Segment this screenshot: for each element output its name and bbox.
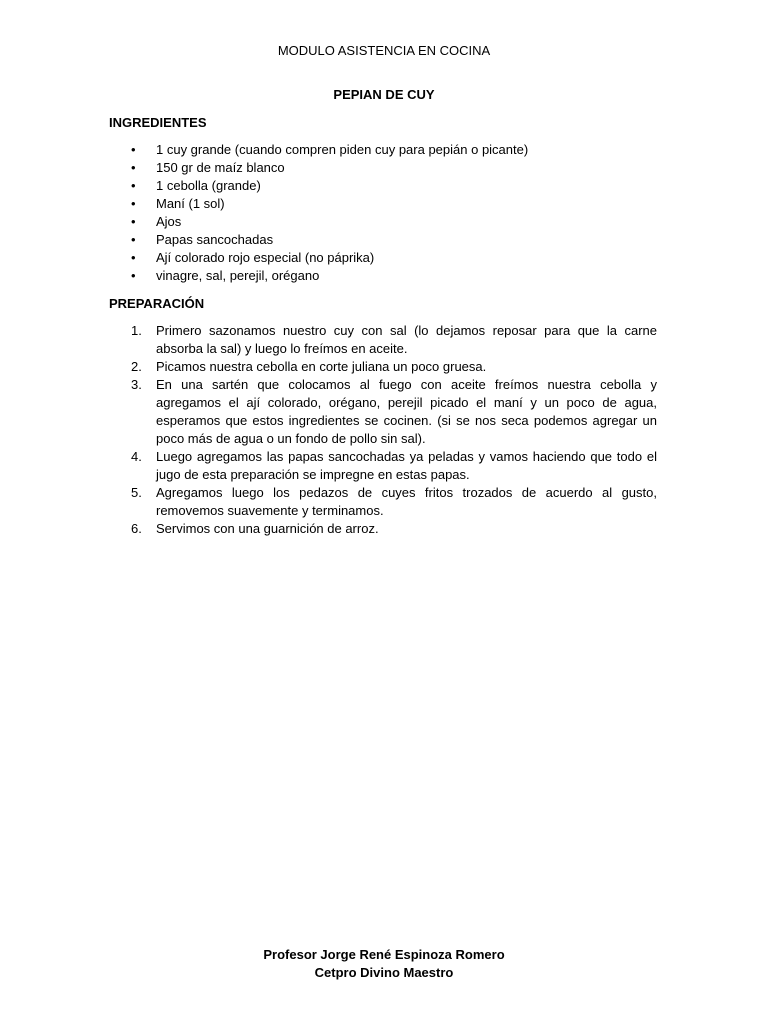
preparation-step <box>109 448 657 484</box>
footer-professor-name: Profesor Jorge René Espinoza Romero <box>263 947 505 962</box>
ingredient-item <box>109 267 669 285</box>
step-number: 3. <box>131 377 142 392</box>
bullet-icon: • <box>131 142 136 157</box>
bullet-icon: • <box>131 214 136 229</box>
bullet-icon: • <box>131 160 136 175</box>
ingredient-text: Maní (1 sol) <box>156 196 225 211</box>
step-text: En una sartén que colocamos al fuego con aceite freímos nuestra cebolla y agregamos el ají colorado, orégano, perejil picado el maní y un poco de agua, esperamos que estos ingredientes se cocinen. (si se nos seca podemos agregar un poco más de agua o un fondo de pollo sin sal). <box>156 377 657 446</box>
step-number: 4. <box>131 449 142 464</box>
ingredient-item <box>109 231 669 249</box>
preparation-step <box>109 376 657 448</box>
bullet-icon: • <box>131 196 136 211</box>
ingredient-item <box>109 177 669 195</box>
step-text: Luego agregamos las papas sancochadas ya peladas y vamos haciendo que todo el jugo de esta preparación se impregne en estas papas. <box>156 449 657 482</box>
ingredient-text: Papas sancochadas <box>156 232 274 247</box>
bullet-icon: • <box>131 268 136 283</box>
step-text: Picamos nuestra cebolla en corte juliana un poco gruesa. <box>156 359 487 374</box>
bullet-icon: • <box>131 232 136 247</box>
preparation-steps-list <box>109 322 657 538</box>
step-number: 5. <box>131 485 142 500</box>
ingredient-text: 1 cuy grande (cuando compren piden cuy para pepián o picante) <box>156 142 529 157</box>
ingredient-item <box>109 213 669 231</box>
footer-institution: Cetpro Divino Maestro <box>314 965 454 980</box>
ingredients-list <box>109 141 669 285</box>
ingredient-item <box>109 141 669 159</box>
step-number: 2. <box>131 359 142 374</box>
ingredient-item <box>109 249 669 267</box>
step-number: 6. <box>131 521 142 536</box>
step-text: Primero sazonamos nuestro cuy con sal (lo dejamos reposar para que la carne absorba la sal) y luego lo freímos en aceite. <box>156 323 657 356</box>
step-number: 1. <box>131 323 142 338</box>
ingredient-text: Ají colorado rojo especial (no páprika) <box>156 250 375 265</box>
bullet-icon: • <box>131 250 136 265</box>
preparation-step <box>109 322 657 358</box>
document-header-title: MODULO ASISTENCIA EN COCINA <box>277 43 491 58</box>
ingredients-heading: INGREDIENTES <box>109 115 207 130</box>
ingredient-text: 1 cebolla (grande) <box>156 178 261 193</box>
preparation-step <box>109 484 657 520</box>
recipe-title: PEPIAN DE CUY <box>333 87 435 102</box>
step-text: Agregamos luego los pedazos de cuyes fritos trozados de acuerdo al gusto, removemos suavemente y terminamos. <box>156 485 657 518</box>
ingredient-text: vinagre, sal, perejil, orégano <box>156 268 320 283</box>
ingredient-text: Ajos <box>156 214 182 229</box>
preparation-step <box>109 520 657 538</box>
ingredient-item <box>109 159 669 177</box>
preparation-step <box>109 358 657 376</box>
preparation-heading: PREPARACIÓN <box>109 296 205 311</box>
bullet-icon: • <box>131 178 136 193</box>
ingredient-item <box>109 195 669 213</box>
ingredient-text: 150 gr de maíz blanco <box>156 160 285 175</box>
step-text: Servimos con una guarnición de arroz. <box>156 521 379 536</box>
